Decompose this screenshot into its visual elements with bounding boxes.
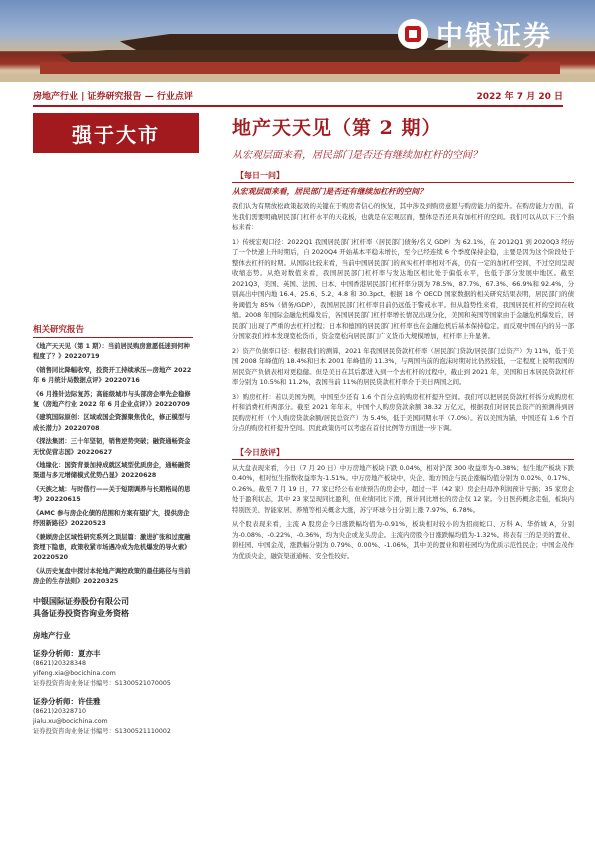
sidebar — [33, 113, 199, 737]
header-banner-image — [0, 0, 595, 82]
paragraph: 2）资产负债率口径：根据我们的测算，2021 年我国居民贷款杠杆率（居民部门贷款/居民部门总资产）为 11%，低于美国 2008 年峰值的 18.4%和日本 2001 年峰值的 11.3%，与两国当前的泡沫时期对比仍然较低，一定程度上说明我国的居民资产负债表相对更稳健。但是美日在其后都进入到一个去杠杆的过程中，截止到 2021 年，美国和日本居民贷款杠杆率分别为 10.5%和 11.2%，我国当前 11%的居民贷款杠杆率介于美日两国之间。 — [232, 346, 574, 386]
analyst-phone: (8621)20328710 — [33, 707, 86, 715]
analyst-cert: 证券投资咨询业务证书编号：S1300521110002 — [33, 727, 171, 735]
brand-name: 中银证券 — [436, 21, 552, 52]
main-content — [232, 113, 574, 565]
related-report-item[interactable]: 《探法集团：三十年坚韧，销售逆势突破；融资通畅资金无忧促营志国》20220627 — [33, 438, 191, 456]
related-report-item[interactable]: 《AMC 参与房企化债的范围和方案有望扩大，提供房企纾困新路径》20220523 — [33, 509, 190, 528]
related-report-item[interactable]: 《建筑国际原创：区域或国企资源聚焦优化，修正模型与成长潜力》20220708 — [33, 414, 191, 432]
brand-logo — [398, 14, 552, 53]
section-lead: 从宏观层面来看，居民部门是否还有继续加杠杆的空间？ — [232, 187, 427, 196]
related-reports-title: 相关研究报告 — [33, 323, 193, 338]
bank-logo-icon — [398, 19, 428, 49]
report-subtitle: 从宏观层面来看，居民部门是否还有继续加杠杆的空间？ — [232, 150, 482, 161]
section-header — [232, 161, 574, 183]
analyst-email[interactable]: jialu.xu@bocichina.com — [33, 717, 108, 725]
section-tag-daily-review: 【今日放评】 — [236, 447, 284, 457]
paragraph: 从个股表现来看，主流 A 股房企今日涨跌幅均值为-0.91%，板块相对较小的为招商蛇口、万科 A、华侨城 A，分别为-0.08%、-0.22%、-0.36%，均为央企或龙头房企。主流内房股今日涨跌幅均值为-1.32%。将表有三的是美的置业、碧桂园、中国金茂，涨跌幅分别为 0.79%、0.00%、-1.06%，其中美的置业和碧桂园均为优质示范性民企；中国金茂作为优质央企，融资渠道通畅、安全性较好。 — [232, 520, 574, 560]
report-title: 地产天天见（第 2 期） — [232, 117, 442, 139]
analyst-block — [33, 649, 199, 689]
related-report-item[interactable]: 《地缘化：国资背景加持成就区域型优质房企，通畅融资渠道与多元增储模式优势凸显》20220628 — [33, 462, 191, 480]
palace-ground — [0, 74, 595, 82]
paragraph: 3）购房杠杆：若以美国为例，中国至少还有 1.6 个百分点的购房杠杆提升空间。我们可以把居民贷款杠杆拆分成购房杠杆和消费杠杆两部分。截至 2021 年年末，中国个人购房贷款余额 38.32 万亿元，根据我们对居民总资产的预测得到居民购房杠杆（个人购房贷款余额/居民总资产）为 5.4%，低于美国同期水平（7.0%）。若以美国为锚，中国还有 1.6 个百分点的购房杠杆提升空间。因此政策仍可以考虑在首付比例等方面进一步下调。 — [232, 392, 574, 432]
report-header-line — [33, 87, 563, 107]
section-header — [232, 438, 574, 460]
related-report-item[interactable]: 《地产天天见（第 1 期）：当前居民购房意愿低迷到何种程度了？》20220719 — [33, 343, 190, 361]
rating-badge: 强于大市 — [33, 113, 199, 153]
report-date: 2022 年 7 月 20 日 — [476, 92, 563, 102]
analyst-name: 证券分析师：许佳雅 — [33, 696, 101, 706]
related-report-item[interactable]: 《销售同比降幅收窄，投资开工持续承压—房地产 2022 年 6 月统计局数据点评》20220716 — [33, 366, 192, 385]
related-report-item[interactable]: 《6 月推针边际复苏；高能级城市与头部房企率先企稳修复（房地产行业 2022 年 6 月企业点评）》20220709 — [33, 390, 191, 409]
paragraph: 从大盘表现来看，今日（7 月 20 日）中万房地产板块下跌 0.04%，相对沪深 300 收益率为-0.38%；恒生地产板块下跌 0.40%，相对恒生指数收益率为-1.51%。中万房地产板块中，央企、地方国企与民企涨幅均值分别为 0.02%、0.17%、0.26%。截至 7 月 19 日，77 家已经公布业绩预告的房企中，超过一半（42 家）房企归母净利润预计亏损；35 家房企处于盈利状态，其中 23 家呈现同比盈利，但业绩同比下滑，预计同比增长的房企仅 12 家。今日医药概念走强，板块内特别医美、智能家居、养殖等相关概念大涨，苏宁环球今日分别上涨 7.97%、6.78%。 — [232, 463, 574, 514]
related-reports-list — [33, 342, 199, 588]
related-report-item[interactable]: 《天族之城：与时偕行——关于短期调养与长期格局的思考》20220615 — [33, 485, 191, 504]
firm-name: 中银国际证券股份有限公司 具备证券投资咨询业务资格 — [33, 596, 129, 618]
sector-label: 房地产行业 — [33, 630, 71, 640]
analyst-email[interactable]: yifeng.xia@bocichina.com — [33, 669, 116, 677]
paragraph: 我们认为有期放松政策起效的关键在于购房者信心的恢复，其中涉及到购房意愿与购房能力的提升。在购房能力方面，首先我们需要明确居民部门杠杆水平的天花板，也就是在宏观层面，整体是否还具有加杠杆的空间。我们可以从以下三个指标来看： — [232, 202, 574, 231]
analyst-name: 证券分析师：夏亦丰 — [33, 648, 101, 658]
analyst-block — [33, 697, 199, 737]
related-report-item[interactable]: 《兼顾房企区域性研究系列之顶层篇：激进扩张和过度融资埋下隐患，政策收紧市场遇冷成为危机爆发的导火索》20220520 — [33, 533, 191, 562]
paragraph: 1）传统宏观口径：2022Q1 我国居民部门杠杆率（居民部门债务/名义 GDP）为 62.1%，在 2012Q1 到 2020Q3 经历了一个快速上升时期后，自 2020Q4 开始基本平稳未增长，至今已经连续 6 个季度保持企稳，主要是因为这个阶段处于整体去杠杆的时期。从国际比较来看，当前中国居民部门的真实杠杆率相对不高，仍有一定的加杠杆空间，不过空间呈现收缩态势。从绝对数值来看，我国居民部门杠杆率与发达地区相比处于偏低水平，也低于部分发展中地区。截至 2021Q3，美国、英国、法国、日本、中国香港居民部门杠杆率分别为 78.5%、87.7%、67.3%、66.9%和 92.4%，分别高出中国内地 16.4、25.6、5.2、4.8 和 30.3pct。根据 18 个 OECD 国家数据的相关研究结果表明，居民部门的债务阈值为 85%（债务/GDP），我国居民部门杠杆率目前仍远低于警戒水平。但从趋势性来看，我国居民杠杆的空间在收缩。2008 年国际金融危机爆发后，各国居民部门杠杆率增长情况出现分化，美国和英国等国家由于金融危机爆发后，居民部门出现了严重的去杠杆过程；日本和德国的居民部门杠杆率也在金融危机后基本保持稳定。而反观中国在内的另一部分国家我们样本发现宽松货币，资金宽松向居民部门广义货币大规模增加，杠杆率上升显著。 — [232, 237, 574, 340]
section-tag-daily-question: 【每日一问】 — [236, 171, 284, 180]
related-report-item[interactable]: 《从历史复盘中探讨本轮地产调控政策的最佳路径与当前房企的生存法则》20220325 — [33, 567, 191, 586]
report-category: 房地产行业 | 证券研究报告 — 行业点评 — [33, 92, 193, 102]
analyst-phone: (8621)20328348 — [33, 659, 86, 667]
analyst-cert: 证券投资咨询业务证书编号：S1300521070005 — [33, 679, 171, 687]
